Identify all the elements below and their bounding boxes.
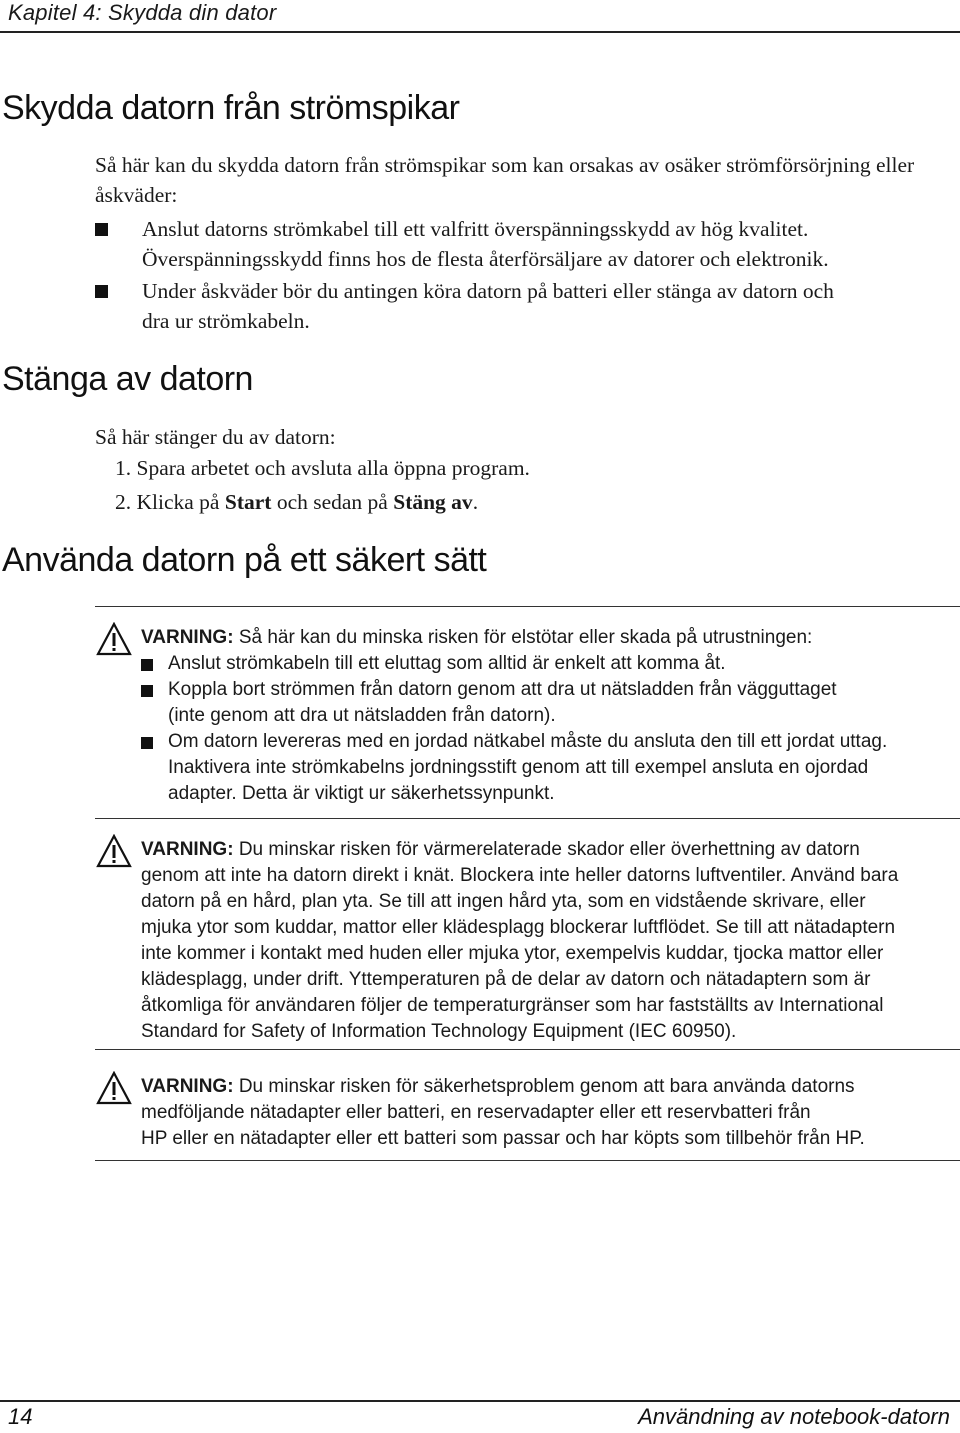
section-title-power-surges: Skydda datorn från strömspikar xyxy=(2,89,460,127)
bullet-square-icon xyxy=(95,285,108,298)
section-title-shutdown: Stänga av datorn xyxy=(2,360,253,398)
shutdown-intro: Så här stänger du av datorn: xyxy=(95,425,336,449)
footer-rule xyxy=(0,1400,960,1402)
bullet-line: Anslut datorns strömkabel till ett valfritt överspänningsskydd av hög kvalitet. xyxy=(142,217,809,241)
step-number: 2. xyxy=(115,490,132,514)
bullet-square-icon xyxy=(95,223,108,236)
warning-3-text: VARNING: Du minskar risken för säkerhetsproblem genom att bara använda datorns medföljande nätadapter eller batteri, en reservadapter eller ett reservbatteri från HP eller en nätadapter eller ett batteri som passar och har köpts som tillbehör från HP. xyxy=(141,1076,865,1149)
power-intro: Så här kan du skydda datorn från strömspikar som kan orsakas av osäker strömförsörjning eller åskväder: xyxy=(95,153,915,207)
warning-1-intro: VARNING: Så här kan du minska risken för elstötar eller skada på utrustningen: xyxy=(141,627,813,648)
warning-triangle-icon xyxy=(96,834,132,868)
bullet-square-icon xyxy=(141,685,153,697)
numbered-step xyxy=(115,487,478,517)
step-text: Spara arbetet och avsluta alla öppna program. xyxy=(136,456,530,480)
warning-divider xyxy=(95,1049,960,1050)
step-number: 1. xyxy=(115,456,132,480)
page-number: 14 xyxy=(8,1404,33,1429)
warning-label: VARNING: xyxy=(141,839,234,860)
numbered-step xyxy=(115,453,530,483)
bullet-line: Under åskväder bör du antingen köra datorn på batteri eller stänga av datorn och xyxy=(142,279,834,303)
warning-divider xyxy=(95,818,960,819)
warning-label: VARNING: xyxy=(141,1076,234,1097)
bullet-square-icon xyxy=(141,737,153,749)
warning-divider xyxy=(95,1160,960,1161)
shutdown-keyword: Stäng av xyxy=(393,490,473,514)
step-text: Klicka på Start och sedan på Stäng av. xyxy=(136,490,479,514)
start-keyword: Start xyxy=(224,490,272,514)
bullet-line: Överspänningsskydd finns hos de flesta återförsäljare av datorer och elektronik. xyxy=(142,247,829,271)
running-head: Kapitel 4: Skydda din dator xyxy=(8,0,277,25)
warning-label: VARNING: xyxy=(141,627,234,648)
header-rule xyxy=(0,31,960,33)
bullet-square-icon xyxy=(141,659,153,671)
warning-triangle-icon xyxy=(96,1071,132,1105)
warning-triangle-icon xyxy=(96,622,132,656)
warning-2-text: VARNING: Du minskar risken för värmerelaterade skador eller överhettning av datorn genom att inte ha datorn direkt i knät. Blockera inte heller datorns luftventiler. Använd bara datorn på en hård, plan yta. Se till att ingen hård yta, som en vidstående skrivare, eller mjuka ytor som kuddar, mattor eller klädesplagg blockerar luftflödet. Se till att nätadaptern inte kommer i kontakt med huden eller mjuka ytor, exempelvis kuddar, tjocka mattor eller klädesplagg, under drift. Yttemperaturen på de delar av datorn och nätadaptern som är åtkomliga för användaren följer de temperaturgränser som har fastställts av International Standard for Safety of Information Technology Equipment (IEC 60950). xyxy=(141,839,899,1042)
warning-divider xyxy=(95,606,960,607)
footer-title: Användning av notebook-datorn xyxy=(638,1404,950,1429)
bullet-line: dra ur strömkabeln. xyxy=(142,309,310,333)
section-title-safe-use: Använda datorn på ett säkert sätt xyxy=(2,541,487,579)
